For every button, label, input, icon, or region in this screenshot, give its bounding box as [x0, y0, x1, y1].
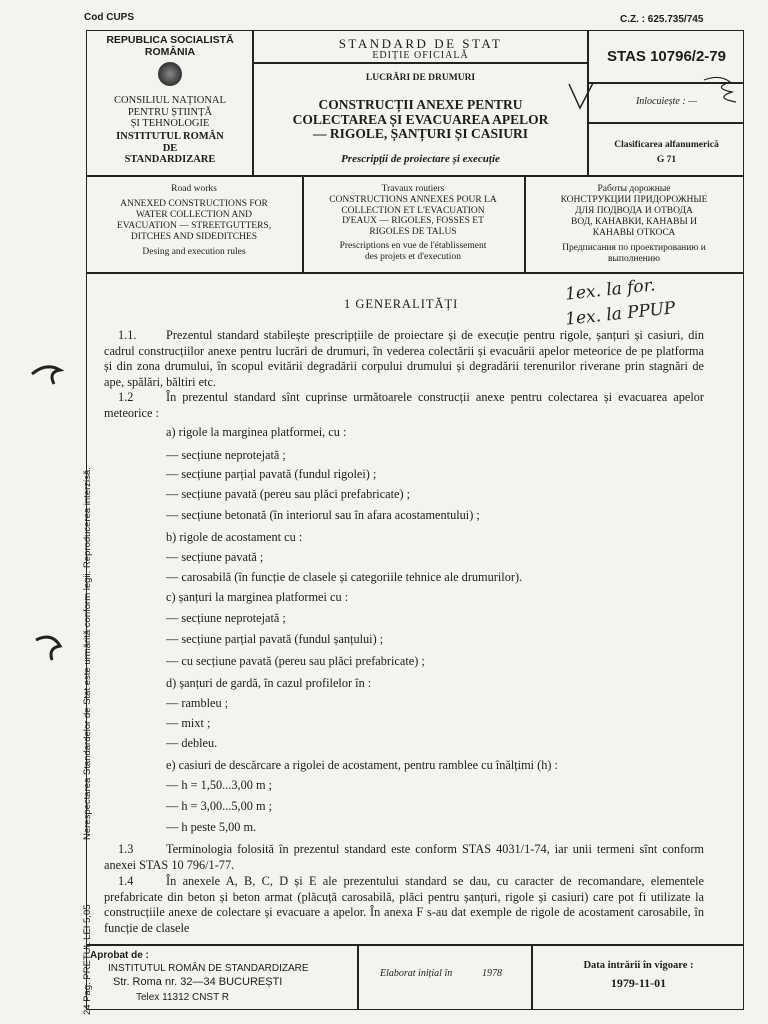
stas-number: STAS 10796/2-79: [607, 48, 726, 65]
list-item: — secțiune parțial pavată (fundul rigolei) ;: [166, 467, 377, 481]
section-title: 1 GENERALITĂȚI: [344, 297, 459, 311]
handwritten-check-mark: [566, 80, 596, 112]
list-item: — secțiune betonată (în interiorul sau în afara acostamentului) ;: [166, 508, 480, 522]
handwritten-note-1: 1ex. la for.: [564, 275, 657, 305]
paragraph-number: 1.2: [118, 390, 134, 404]
list-item: — rambleu ;: [166, 696, 229, 710]
list-item: d) șanțuri de gardă, în cazul profilelor în :: [166, 676, 372, 690]
standard-title: STANDARD DE STAT: [338, 36, 503, 51]
classification-code: G 71: [656, 155, 677, 165]
list-item: — h peste 5,00 m.: [166, 820, 257, 834]
handwritten-scribble-mark: [700, 72, 740, 108]
effective-date: 1979-11-01: [610, 976, 667, 990]
institute-address: Str. Roma nr. 32—34 BUCUREȘTI: [113, 976, 283, 988]
list-item: — secțiune pavată ;: [166, 550, 264, 564]
telex: Telex 11312 CNST R: [136, 992, 230, 1003]
institute-name: INSTITUTUL ROMÂN DE STANDARDIZARE: [116, 131, 224, 165]
list-item: — mixt ;: [166, 716, 211, 730]
elaborated-year: 1978: [482, 968, 502, 979]
list-item: e) casiuri de descărcare a rigolei de acostament, pentru ramblee cu înălțimi (h) :: [166, 758, 558, 772]
list-item: — secțiune pavată (pereu sau plăci prefabricate) ;: [166, 487, 411, 501]
handwritten-note-2: 1ex. la PPUP: [564, 298, 677, 330]
list-item: — h = 3,00...5,00 m ;: [166, 799, 272, 813]
approved-label: Aprobat de :: [90, 950, 149, 961]
council-name: CONSILIUL NAȚIONAL PENTRU ȘTIINȚĂ ȘI TEHNOLOGIE: [114, 95, 226, 129]
replaces-label: Inlocuiește : —: [635, 96, 698, 107]
binder-hole-mark-bottom: [30, 630, 66, 664]
list-item: b) rigole de acostament cu :: [166, 530, 303, 544]
list-item: — secțiune parțial pavată (fundul șanțului) ;: [166, 632, 384, 646]
paragraph-1-1: Prezentul standard stabilește prescripțiile de proiectare și de execuție pentru rigole, șanțuri și casiuri, din cadrul construcțiilor anexe pentru lucrări de drumuri, în vederea colectării și evacuării apelor meteorice de pe platforma și din zona drumului, în scopul evitării degradării corpului drumului și degradării terenurilor riverane prin stagnări de ape, spălări, băltiri etc.: [104, 328, 704, 389]
copyright-notice: Nerespectarea Standardelor de Stat este urmărită conform legii. Reproducerea interzisă.: [82, 467, 93, 840]
binder-hole-mark-top: [28, 358, 64, 388]
list-item: — h = 1,50...3,00 m ;: [166, 778, 272, 792]
french-translation: Travaux routiers CONSTRUCTIONS ANNEXES POUR LA COLLECTION ET L'EVACUATION D'EAUX — RIGOLES, FOSSES ET RIGOLES DE TALUS Prescriptions en vue de l'établissement des projets et d'execution: [329, 184, 497, 262]
paragraph-number: 1.1.: [118, 328, 137, 342]
approving-institute: INSTITUTUL ROMÂN DE STANDARDIZARE: [108, 963, 309, 974]
english-translation: Road works ANNEXED CONSTRUCTIONS FOR WATER COLLECTION AND EVACUATION — STREETGUTTERS, DITCHES AND SIDEDITCHES Desing and execution rules: [116, 184, 272, 257]
list-item: — secțiune neprotejată ;: [166, 611, 286, 625]
list-item: — carosabilă (în funcție de clasele și categoriile tehnice ale drumurilor).: [166, 570, 523, 584]
list-item: — debleu.: [166, 736, 218, 750]
edition-label: EDIȚIE OFICIALĂ: [372, 50, 469, 61]
coat-of-arms-emblem: [158, 62, 182, 86]
russian-translation: Работы дорожные КОНСТРУКЦИИ ПРИДОРОЖНЫЕ ДЛЯ ПОДВОДА И ОТВОДА ВОД, КАНАВКИ, КАНАВЫ И КАНАВЫ ОТКОСА Предписания по проектированию и выполнению: [560, 184, 708, 264]
effective-date-label: Data intrării în vigoare :: [583, 960, 694, 971]
list-item: — secțiune neprotejată ;: [166, 448, 286, 462]
list-item: — cu secțiune pavată (pereu sau plăci prefabricate) ;: [166, 654, 425, 668]
cz-code: C.Z. : 625.735/745: [620, 14, 704, 25]
country-name: REPUBLICA SOCIALISTĂ ROMÂNIA: [106, 34, 234, 58]
paragraph-1-4: În anexele A, B, C, D și E ale prezentului standard se dau, cu caracter de recomandare, elementele prefabricate din beton și beton armat (plăcuță carosabilă, plăci pentru șanțuri, rigole și casiuri) care pot fi utilizate la construcțiile anexe de colectare și evacuare a apelor. În anexa F s-au dat exemple de rigole de acostament carosabile, în funcție de clasele: [104, 874, 704, 935]
main-title: CONSTRUCȚII ANEXE PENTRU COLECTAREA ȘI EVACUAREA APELOR — RIGOLE, ȘANȚURI ȘI CASIURI: [292, 97, 549, 141]
list-item: a) rigole la marginea platformei, cu :: [166, 425, 347, 439]
elaborated-label: Elaborat inițial în: [380, 968, 453, 979]
price-label: 24 Pag. PREȚUL LEI 5,05: [82, 904, 93, 1015]
paragraph-number: 1.3: [118, 842, 134, 856]
paragraph-number: 1.4: [118, 874, 134, 888]
list-item: c) șanțuri la marginea platformei cu :: [166, 590, 349, 604]
classification-label: Clasificarea alfanumerică: [614, 140, 719, 150]
document-code: Cod CUPS: [84, 12, 134, 23]
paragraph-1-2: În prezentul standard sînt cuprinse următoarele construcții anexe pentru colectarea și evacuarea apelor meteorice :: [104, 390, 704, 420]
subtitle: Prescripții de proiectare și execuție: [341, 153, 500, 165]
domain-label: LUCRĂRI DE DRUMURI: [365, 73, 476, 83]
paragraph-1-3: Terminologia folosită în prezentul standard este conform STAS 4031/1-74, iar unii termeni sînt conform anexei STAS 10 796/1-77.: [104, 842, 704, 872]
